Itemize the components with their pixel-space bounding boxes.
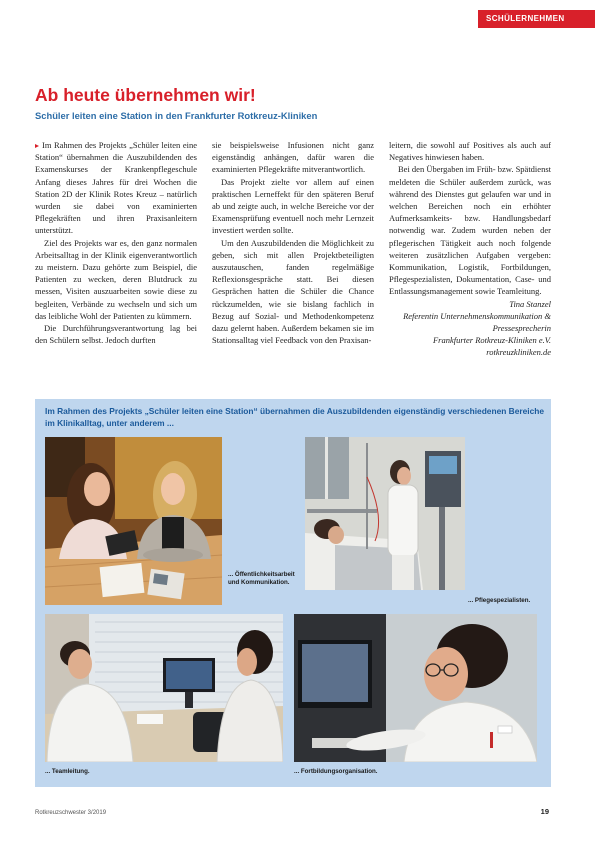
right-student-face (161, 473, 185, 505)
right-student-arms (143, 548, 203, 562)
caption-training-organisation: ... Fortbildungsorganisation. (294, 768, 378, 775)
caption-public-relations: ... Öffentlichkeitsarbeit und Kommunikation. (228, 571, 295, 586)
window-frame (325, 437, 328, 499)
footer-magazine: Rotkreuzschwester 3/2019 (35, 810, 107, 816)
subtitle: Schüler leiten eine Station in den Frankfurter Rotkreuz-Kliniken (35, 110, 318, 121)
paperwork (137, 714, 163, 724)
author-organization: Frankfurter Rotkreuz-Kliniken e.V. (432, 335, 551, 346)
paragraph: Bei den Übergaben im Früh- bzw. Spätdienst meldeten die Schüler außerdem zurück, was während des Dienstes gut gelaufen war und in welchen Bereichen noch ein erhöhter Aufmerksamkeits- bzw. Handlungsbedarf notwendig war. Zudem wurden neben der pflegerischen Tätigkeit auch noch folgende weiteren zusätzlichen Aufgaben vergeben: Kommunikation, Logistik, Fortbildungen, Pflegespezialisten, Dokumentation, Case- und Entlassungsmanagement sowie Teamleitung. (389, 164, 551, 297)
monitor-screen (166, 661, 212, 689)
paragraph: leitern, die sowohl auf Positives als auch auf Negatives hinwiesen haben. (389, 140, 551, 163)
page-number: 19 (540, 807, 549, 816)
patient-face (328, 526, 344, 544)
nurse-face (397, 467, 411, 485)
author-block (389, 298, 551, 359)
paragraph: Das Projekt zielte vor allem auf einen praktischen Lerneffekt für den späteren Beruf ab und zeigte auch, in welche Bereiche vor der Examensprüfung eventuell noch mehr Lernzeit investiert werden sollte. (212, 176, 374, 236)
author-name: Tina Stanzel (509, 298, 551, 309)
section-tab: SCHÜLERNEHMEN (478, 10, 595, 28)
paragraph: Ziel des Projekts war es, den ganz normalen Arbeitsalltag in der Klinik eigenverantwortlich zu meistern. Dazu gehörte zum Beispiel, die Patienten zu wecken, deren Blutdruck zu messen, Visiten auszuarbeiten sowie diese zu begleiten, Verbände zu wechseln und sich um das leibliche Wohl der Patienten zu kümmern. (35, 237, 197, 321)
pen-pocket (490, 732, 493, 748)
photo-training-organisation (294, 614, 537, 762)
nurse-trousers (392, 555, 414, 590)
paragraph: Die Durchführungsverantwortung lag bei den Schülern selbst. Jedoch durften (35, 323, 197, 346)
lead-paragraph (35, 139, 197, 237)
lead-paragraph-text: Im Rahmen des Projekts „Schüler leiten eine Station“ übernahmen die Auszubildenden des Examenskurses der Krankenpflegeschule Anfang dieses Jahres für drei Wochen die Station 2D der Klinik Rotes Kreuz – natürlich wurden sie dabei von examinierten Pflegekräften und ihren Praxisanleitern unterstützt. (35, 140, 197, 236)
paragraph: Um den Auszubildenden die Möglichkeit zu geben, sich mit allen Projektbeteiligten auszutauschen, fanden regelmäßige Reflexionsgespräche statt. Bei diesen Gesprächen hatten die Schüler die Chance rückzumelden, wie sie bislang fachlich in Bezug auf Sozial- und Methodenkompetenz dazu gelernt haben. Außerdem bekamen sie im Stationsalltag viel Feedback von den Praxisan- (212, 237, 374, 346)
photo-care-specialists-image (305, 437, 465, 590)
author-website: rotkreuzkliniken.de (486, 347, 551, 358)
left-student-face (84, 472, 110, 506)
photo-public-relations-image (45, 437, 222, 605)
photo-care-specialists (305, 437, 465, 590)
monitor-screen (429, 456, 457, 474)
paper-sheet (100, 563, 145, 597)
caption-team-leadership: ... Teamleitung. (45, 768, 90, 775)
male-student-face (68, 649, 92, 679)
caption-care-specialists: ... Pflegespezialisten. (468, 597, 531, 604)
headline: Ab heute übernehmen wir! (35, 85, 256, 105)
photo-team-leadership (45, 614, 283, 762)
monitor-screen (302, 644, 368, 702)
triangle-right-icon (35, 144, 39, 148)
photo-training-organisation-image (294, 614, 537, 762)
photo-team-leadership-image (45, 614, 283, 762)
photo-box-intro: Im Rahmen des Projekts „Schüler leiten eine Station“ übernahmen die Auszubildenden eigenständig verschiedenen Bereiche im Klinikalltag, unter anderem ... (45, 406, 545, 428)
photo-box (35, 399, 551, 787)
article-column-1 (35, 139, 197, 346)
article-column-2 (212, 139, 374, 346)
photo-public-relations (45, 437, 222, 605)
monitor-stand (185, 692, 193, 708)
name-badge (498, 726, 512, 733)
female-student-face (237, 648, 257, 676)
article-column-3 (389, 139, 551, 359)
brochure-photo (153, 573, 168, 585)
paragraph: sie beispielsweise Infusionen nicht ganz eigenständig anhängen, dafür waren die examinierten Pflegekräfte mitverantwortlich. (212, 140, 374, 175)
nurse-uniform (388, 485, 418, 557)
equipment-stand (439, 507, 445, 590)
author-role: Referentin Unternehmenskommunikation & Pressesprecherin (403, 310, 551, 334)
